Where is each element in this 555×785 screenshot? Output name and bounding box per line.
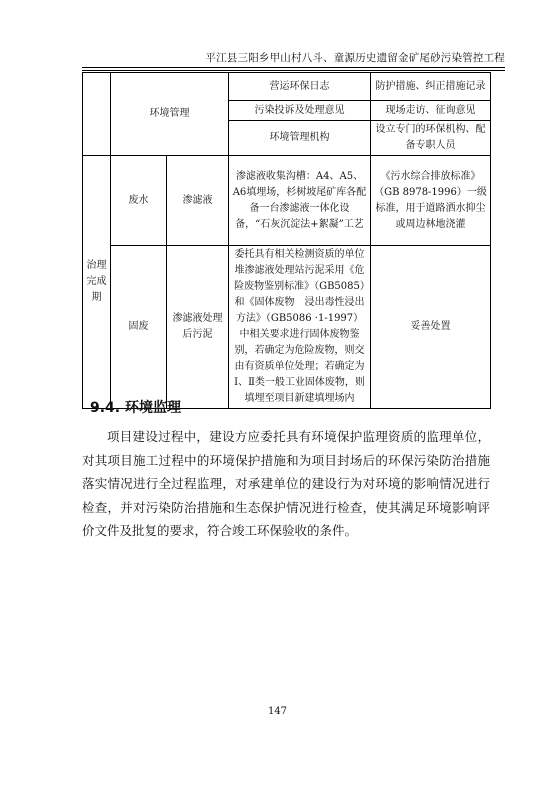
phase-label-cell: 治理完成期: [83, 156, 111, 409]
table-row: [83, 156, 491, 246]
measure-cell: 委托具有相关检测资质的单位堆渗滤液处理站污泥采用《危险废物鉴别标准》（GB5085）和《固体废物 浸出毒性浸出方法》（GB5086 ·1-1997）中相关要求进行固体废物鉴别，若确定为危险废物，则交由有资质单位处理；若确定为Ⅰ、Ⅱ类一般工业固体废物，则填埋至项目新建填埋场内: [229, 246, 371, 409]
header-rule-thin: [82, 70, 505, 71]
table-row: [83, 246, 491, 409]
section-paragraph: 项目建设过程中，建设方应委托具有环境保护监理资质的监理单位，对其项目施工过程中的环境保护措施和为项目封场后的环保污染防治措施落实情况进行全过程监理，对承建单位的建设行为对环境的影响情况进行检查，并对污染防治措施和生态保护情况进行检查，使其满足环境影响评价文件及批复的要求，符合竣工环保验收的条件。: [82, 429, 490, 538]
subcategory-cell: 渗滤液: [167, 156, 229, 246]
category-cell: 废水: [111, 156, 167, 246]
measure-cell: 渗滤液收集沟槽：A4、A5、A6填埋场，杉树坡尾矿库各配备一台渗滤液一体化设备，“石灰沉淀法+絮凝”工艺: [229, 156, 371, 246]
table-row: [83, 73, 491, 101]
mgmt-item-cell: 环境管理机构: [229, 121, 371, 156]
mgmt-measure-cell: 现场走访、征询意见: [371, 101, 491, 121]
mgmt-measure-cell: 防护措施、纠正措施记录: [371, 73, 491, 101]
standard-cell: 妥善处置: [371, 246, 491, 409]
mgmt-item-cell: 污染投诉及处理意见: [229, 101, 371, 121]
document-header-title: 平江县三阳乡甲山村八斗、童源历史遗留金矿尾砂污染管控工程: [205, 52, 505, 64]
page-number: 147: [267, 706, 288, 717]
blank-phase-cell: [83, 73, 111, 156]
header-rule-thick: [82, 67, 505, 68]
environment-management-table: [82, 72, 491, 409]
mgmt-measure-cell: 设立专门的环保机构、配备专职人员: [371, 121, 491, 156]
env-mgmt-label: 环境管理: [111, 73, 229, 156]
category-cell: 固废: [111, 246, 167, 409]
mgmt-item-cell: 营运环保日志: [229, 73, 371, 101]
standard-cell: 《污水综合排放标准》（GB 8978-1996）一级标准，用于道路洒水抑尘或周边林地浇灌: [371, 156, 491, 246]
section-heading: 9.4. 环境监理: [90, 400, 181, 416]
subcategory-cell: 渗滤液处理后污泥: [167, 246, 229, 409]
